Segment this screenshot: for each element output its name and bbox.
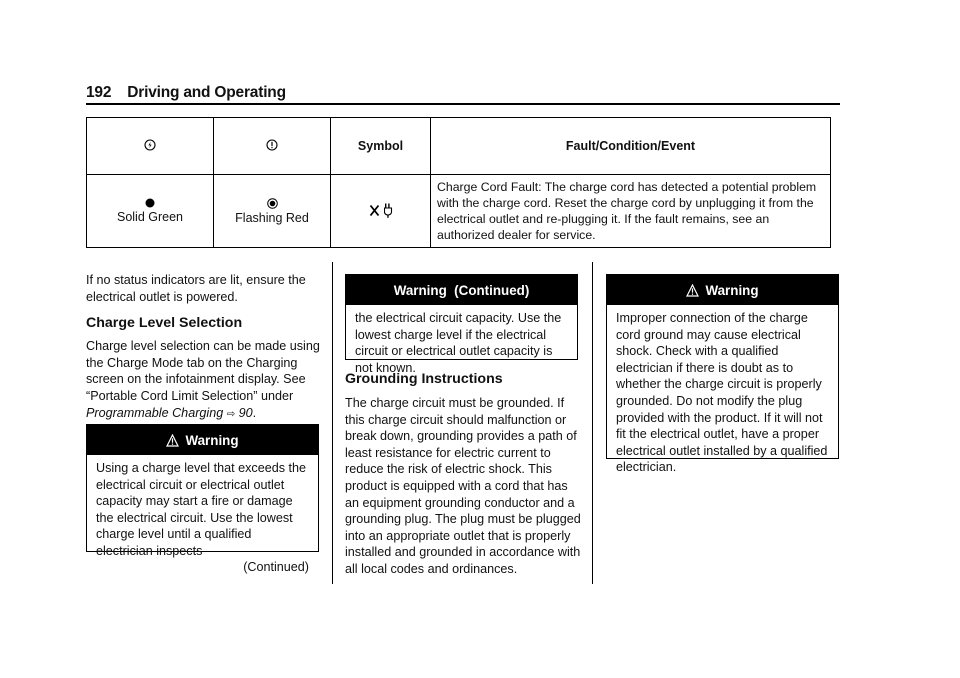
programmable-charging-link[interactable]: Programmable Charging — [86, 405, 224, 420]
warning-box-1 — [86, 424, 319, 574]
header-cell-symbol: Symbol — [331, 118, 431, 175]
warning-text: the electrical circuit capacity. Use the lowest charge level if the electrical circuit or electrical outlet capacity is not known. — [355, 311, 562, 375]
page-ref-number: 90 — [238, 405, 253, 420]
page-number: 192 — [86, 84, 112, 101]
warning-title-bar — [607, 275, 838, 305]
heading-grounding-instructions: Grounding Instructions — [345, 371, 503, 387]
warning-title: Warning — [185, 432, 239, 448]
warning-continued-title: Warning (Continued) — [393, 282, 530, 298]
header-cell-indicator-2 — [214, 118, 331, 175]
column-2 — [345, 370, 581, 578]
header-rule — [86, 103, 840, 105]
paragraph-period: . — [252, 405, 257, 420]
warning-box-3 — [606, 274, 839, 475]
charging-status-indicator-icon — [144, 139, 156, 151]
charge-level-paragraph — [86, 338, 322, 423]
intro-paragraph: If no status indicators are lit, ensure the electrical outlet is powered. — [86, 273, 306, 304]
warning-title: Warning — [705, 282, 759, 298]
grounding-paragraph: The charge circuit must be grounded. If this charge circuit should malfunction or break down, grounding provides a path of least resistance for electric current to reduce the risk of electric shock. This product is equipped with a cord that has an equipment grounding conductor and a grounding plug. The plug must be plugged into an appropriate outlet that is properly installed and grounded in accordance with all local codes and ordinances. — [345, 396, 581, 576]
warning-title-bar — [346, 275, 577, 305]
warning-triangle-icon — [166, 434, 179, 447]
header-cell-indicator-1 — [87, 118, 214, 175]
cell-solid-green — [87, 175, 214, 248]
warning-triangle-icon — [686, 284, 699, 297]
status-label-flashing-red: Flashing Red — [235, 210, 309, 225]
charge-level-text: Charge level selection can be made using the Charge Mode tab on the Charging screen on the infotainment display. See “Portable Cord Limit Selection” under — [86, 339, 320, 403]
heading-charge-level-selection: Charge Level Selection — [86, 315, 243, 332]
page-ref-arrow-icon: ⇨ — [226, 408, 236, 420]
header-cell-fault: Fault/Condition/Event — [431, 118, 831, 175]
status-label-solid-green: Solid Green — [116, 210, 183, 224]
plug-icon — [384, 203, 393, 218]
fault-indicator-icon — [266, 139, 278, 151]
table-row — [87, 175, 831, 248]
column-1 — [86, 272, 322, 423]
status-table — [86, 117, 831, 248]
warning-title-bar — [87, 425, 318, 455]
cell-fault-description: Charge Cord Fault: The charge cord has detected a potential problem with the charge cord. Reset the charge cord by unplugging it from the electrical outlet and re-plugging it. If the fault remains, see an authorized dealer for service. — [431, 175, 831, 248]
column-divider-2 — [592, 262, 593, 584]
table-header-row — [87, 118, 831, 175]
cell-symbol — [331, 175, 431, 248]
section-title: Driving and Operating — [127, 84, 286, 101]
solid-dot-icon — [145, 198, 155, 208]
cord-fault-x-icon — [369, 204, 380, 217]
column-divider-1 — [332, 262, 333, 584]
warning-box-2 — [345, 274, 578, 375]
warning-text: Improper connection of the charge cord ground may cause electrical shock. Check with a qualified electrician if there is doubt as to whether the charge circuit is properly grounded. Do not modify the plug provided with the product. If it will not fit the electrical outlet, have a proper electrical outlet installed by a qualified electrician. — [616, 311, 828, 475]
warning-text: Using a charge level that exceeds the electrical circuit or electrical outlet capacity may start a fire or damage the electrical circuit. Use the lowest charge level until a qualified electrician inspects — [96, 461, 307, 558]
flashing-dot-icon — [267, 198, 278, 209]
page-header — [86, 82, 840, 104]
continued-label: (Continued) — [243, 559, 309, 574]
cell-flashing-red — [214, 175, 331, 248]
